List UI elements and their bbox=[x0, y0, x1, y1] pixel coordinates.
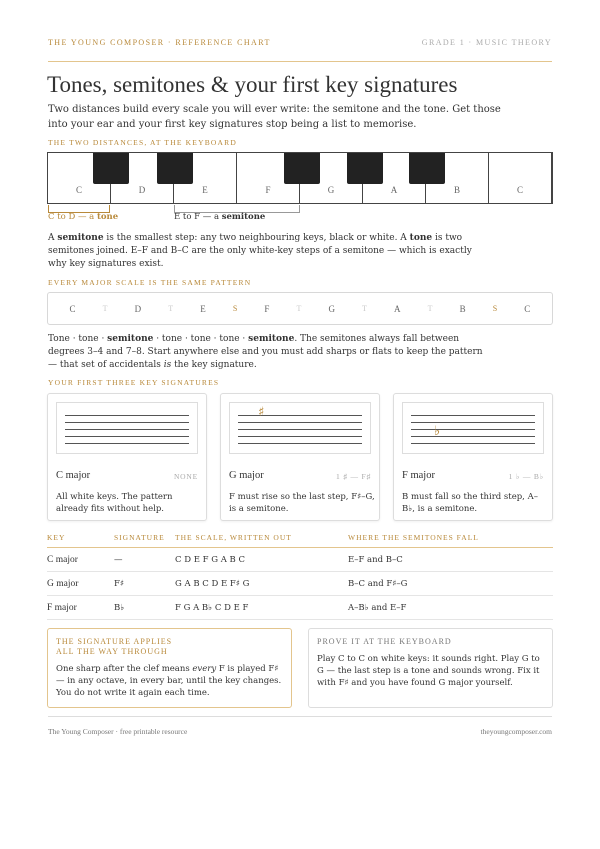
staff bbox=[402, 402, 544, 454]
footer-link[interactable]: theyoungcomposer.com bbox=[480, 727, 552, 736]
card-signature: NONE bbox=[173, 472, 198, 481]
white-key: D bbox=[111, 153, 174, 203]
card-description: All white keys. The pattern already fits without help. bbox=[56, 492, 173, 514]
staff bbox=[229, 402, 371, 454]
cards-section-label: YOUR FIRST THREE KEY SIGNATURES bbox=[48, 378, 220, 387]
key-card-c-major bbox=[47, 393, 207, 521]
page-title: Tones, semitones & your first key signatures bbox=[47, 72, 458, 97]
note-label: F bbox=[264, 303, 270, 314]
table-row: F major B♭ F G A B♭ C D E F A–B♭ and E–F bbox=[47, 596, 553, 620]
step-label: T bbox=[362, 304, 367, 313]
step-label: S bbox=[492, 304, 498, 313]
white-key: C bbox=[489, 153, 552, 203]
card-signature: 1 ♭ — B♭ bbox=[508, 472, 544, 481]
black-key bbox=[93, 153, 129, 184]
note-label: C bbox=[69, 303, 76, 314]
page-header bbox=[48, 38, 552, 62]
semitone-explanation: A semitone is the smallest step: any two neighbouring keys, black or white. A tone is two semitones joined. E–F and B–C are the only white-key steps of a semitone — which is exactly why key signatures exist. bbox=[48, 233, 472, 269]
black-key bbox=[347, 153, 383, 184]
sharp-icon: ♯ bbox=[258, 405, 265, 420]
white-key: E bbox=[174, 153, 237, 203]
note-label: E bbox=[200, 303, 206, 314]
column-header: KEY bbox=[47, 533, 66, 542]
keyboard-exercise-box bbox=[308, 628, 553, 708]
step-label: S bbox=[232, 304, 238, 313]
semitone-example-label: E to F — a semitone bbox=[174, 212, 266, 222]
tone-example-label: C to D — a tone bbox=[48, 212, 119, 222]
note-label: D bbox=[134, 303, 142, 314]
table-row: G major F♯ G A B C D E F♯ G B–C and F♯–G bbox=[47, 572, 553, 596]
white-key: G bbox=[300, 153, 363, 203]
signature-rule-box bbox=[47, 628, 292, 708]
card-description: F must rise so the last step, F♯–G, is a semitone. bbox=[229, 492, 375, 514]
white-key: F bbox=[237, 153, 300, 203]
column-header: WHERE THE SEMITONES FALL bbox=[348, 533, 479, 542]
footer-left: The Young Composer · free printable resource bbox=[48, 727, 188, 736]
key-card-f-major bbox=[393, 393, 553, 521]
card-key-name: C major bbox=[56, 470, 91, 481]
note-label: C bbox=[524, 303, 531, 314]
white-key: B bbox=[426, 153, 489, 203]
keyboard-diagram bbox=[47, 152, 553, 204]
black-key bbox=[409, 153, 445, 184]
scale-pattern-strip bbox=[47, 292, 553, 325]
staff bbox=[56, 402, 198, 454]
white-key: A bbox=[363, 153, 426, 203]
box-heading: PROVE IT AT THE KEYBOARD bbox=[317, 637, 452, 646]
header-left: THE YOUNG COMPOSER · REFERENCE CHART bbox=[48, 38, 271, 47]
note-label: G bbox=[328, 303, 335, 314]
step-label: T bbox=[296, 304, 302, 313]
card-key-name: G major bbox=[229, 470, 264, 481]
column-header: THE SCALE, WRITTEN OUT bbox=[175, 533, 292, 542]
note-label: B bbox=[459, 303, 466, 314]
table-row: C major — C D E F G A B C E–F and B–C bbox=[47, 548, 553, 572]
black-key bbox=[157, 153, 193, 184]
card-key-name: F major bbox=[402, 470, 435, 481]
table-header bbox=[47, 528, 553, 548]
key-card-g-major bbox=[220, 393, 380, 521]
step-label: T bbox=[102, 304, 108, 313]
header-right: GRADE 1 · MUSIC THEORY bbox=[421, 38, 552, 47]
step-label: T bbox=[168, 304, 174, 313]
flat-icon: ♭ bbox=[434, 424, 441, 439]
key-signature-table bbox=[47, 528, 553, 620]
note-label: A bbox=[394, 303, 401, 314]
pattern-explanation: Tone · tone · semitone · tone · tone · tone · semitone. The semitones always fall between degrees 3–4 and 7–8. Start anywhere else and you must add sharps or flats to keep the pattern — that set of accidentals is the key signature. bbox=[48, 334, 483, 370]
white-key: C bbox=[48, 153, 111, 203]
box-heading: THE SIGNATURE APPLIES ALL THE WAY THROUGH bbox=[56, 637, 173, 656]
column-header: SIGNATURE bbox=[114, 533, 165, 542]
box-body: Play C to C on white keys: it sounds right. Play G to G — the last step is a tone and sounds wrong. Fix it with F♯ and you have found G major yourself. bbox=[317, 654, 540, 688]
intro-text: Two distances build every scale you will ever write: the semitone and the tone. Get those into your ear and your first key signatures stop being a list to memorise. bbox=[48, 104, 501, 130]
card-description: B must fall so the third step, A–B♭, is a semitone. bbox=[402, 492, 538, 514]
pattern-section-label: EVERY MAJOR SCALE IS THE SAME PATTERN bbox=[48, 278, 252, 287]
black-key bbox=[284, 153, 320, 184]
keyboard-section-label: THE TWO DISTANCES, AT THE KEYBOARD bbox=[48, 138, 237, 147]
step-label: T bbox=[427, 304, 433, 313]
box-body: One sharp after the clef means every F is played F♯ — in any octave, in every bar, until the key changes. You do not write it again each time. bbox=[56, 664, 282, 698]
card-signature: 1 ♯ — F♯ bbox=[336, 472, 371, 481]
page-footer bbox=[48, 716, 552, 736]
